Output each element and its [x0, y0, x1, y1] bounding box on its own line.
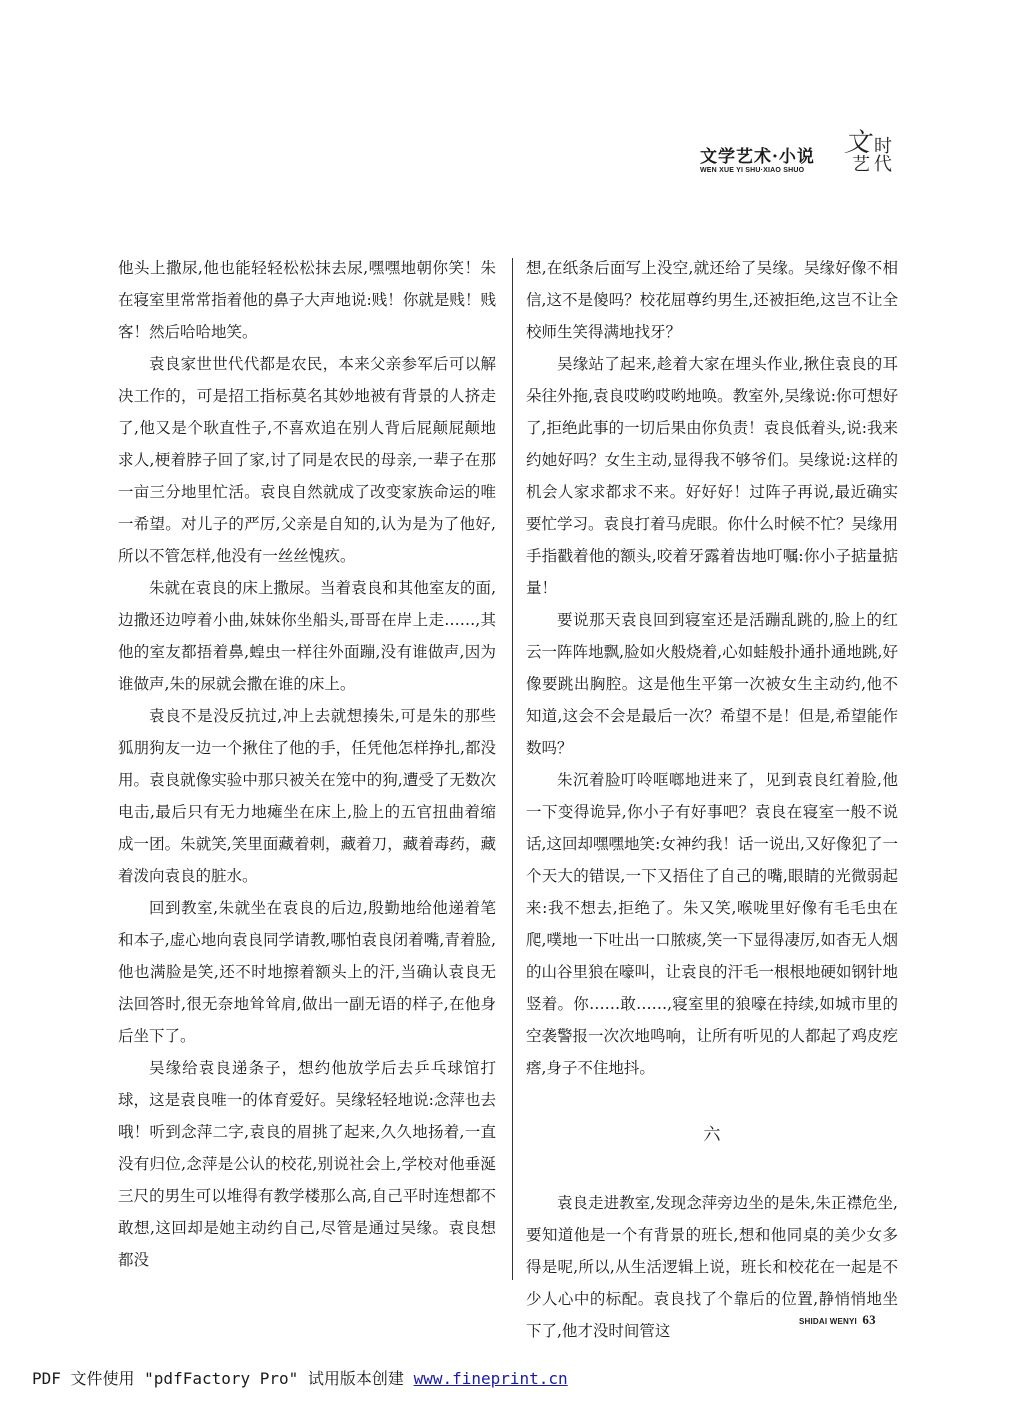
paragraph: 吴缘站了起来,趁着大家在埋头作业,揪住袁良的耳朵往外拖,袁良哎哟哎哟地唤。教室外,吴缘说:你可想好了,拒绝此事的一切后果由你负责！袁良低着头,说:我来约她好吗？女生主动,显得我不够爷们。吴缘说:这样的机会人家求都求不来。好好好！过阵子再说,最近确实要忙学习。袁良打着马虎眼。你什么时候不忙？吴缘用手指戳着他的额头,咬着牙露着齿地叮嘱:你小子掂量掂量！ — [526, 355, 899, 597]
logo-char-yi: 艺 — [852, 154, 870, 175]
paragraph: 袁良走进教室,发现念萍旁边坐的是朱,朱正襟危坐,要知道他是一个有背景的班长,想和他同桌的美少女多得是呢,所以,从生活逻辑上说，班长和校花在一起是不少人心中的标配。袁良找了个靠后的位置,静悄悄地坐下了,他才没时间管这 — [526, 1194, 898, 1340]
paragraph: 他头上撒尿,他也能轻轻松松抹去尿,嘿嘿地朝你笑！朱在寝室里常常指着他的鼻子大声地说:贱！你就是贱！贱客！然后哈哈地笑。 — [118, 259, 496, 341]
pdf-note-text: PDF 文件使用 "pdfFactory Pro" 试用版本创建 — [32, 1369, 414, 1388]
pdf-watermark-note — [32, 1366, 568, 1389]
paragraph: 朱沉着脸叮呤哐啷地进来了，见到袁良红着脸,他一下变得诡异,你小子有好事吧？袁良在寝室一般不说话,这回却嘿嘿地笑:女神约我！话一说出,又好像犯了一个天大的错误,一下又捂住了自己的嘴,眼睛的光微弱起来:我不想去,拒绝了。朱又笑,喉咙里好像有毛毛虫在爬,噗地一下吐出一口脓痰,笑一下显得凄厉,如杳无人烟的山谷里狼在嚎叫，让袁良的汗毛一根根地硬如钢针地竖着。你……敢……,寝室里的狼嚎在持续,如城市里的空袭警报一次次地鸣响，让所有听见的人都起了鸡皮疙瘩,身子不住地抖。 — [526, 771, 899, 1077]
section-number: 六 — [703, 1125, 721, 1145]
right-column — [526, 252, 898, 1347]
page-footer — [799, 1312, 876, 1328]
logo-char-wen: 文 — [844, 128, 871, 158]
paragraph: 袁良家世世代代都是农民，本来父亲参军后可以解决工作的，可是招工指标莫名其妙地被有背景的人挤走了,他又是个耿直性子,不喜欢追在别人背后屁颠屁颠地求人,梗着脖子回了家,讨了同是农民的母亲,一辈子在那一亩三分地里忙活。袁良自然就成了改变家族命运的唯一希望。对儿子的严厉,父亲是自知的,认为是为了他好,所以不管怎样,他没有一丝丝愧疚。 — [118, 355, 496, 565]
magazine-logo — [840, 128, 900, 175]
paragraph: 袁良不是没反抗过,冲上去就想揍朱,可是朱的那些狐朋狗友一边一个揪住了他的手，任凭他怎样挣扎,都没用。袁良就像实验中那只被关在笼中的狗,遭受了无数次电击,最后只有无力地瘫坐在床上,脸上的五官扭曲着缩成一团。朱就笑,笑里面藏着刺，藏着刀，藏着毒药，藏着泼向袁良的脏水。 — [118, 707, 496, 885]
column-divider — [512, 258, 513, 1280]
paragraph: 吴缘给袁良递条子，想约他放学后去乒乓球馆打球，这是袁良唯一的体育爱好。吴缘轻轻地说:念萍也去哦！听到念萍二字,袁良的眉挑了起来,久久地扬着,一直没有归位,念萍是公认的校花,别说社会上,学校对他垂涎三尺的男生可以堆得有教学楼那么高,自己平时连想都不敢想,这回却是她主动约自己,尽管是通过吴缘。袁良想都没 — [118, 1059, 496, 1269]
left-column — [118, 252, 496, 1276]
fineprint-link[interactable]: www.fineprint.cn — [413, 1369, 568, 1388]
section-subtitle: WEN XUE YI SHU·XIAO SHUO — [700, 167, 805, 174]
paragraph: 要说那天袁良回到寝室还是活蹦乱跳的,脸上的红云一阵阵地飘,脸如火般烧着,心如蛙般扑通扑通地跳,好像要跳出胸腔。这是他生平第一次被女生主动约,他不知道,这会不会是最后一次？希望不是！但是,希望能作数吗？ — [526, 611, 898, 757]
journal-name: SHIDAI WENYI — [799, 1317, 857, 1326]
paragraph: 朱就在袁良的床上撒尿。当着袁良和其他室友的面,边撒还边哼着小曲,妹妹你坐船头,哥哥在岸上走……,其他的室友都捂着鼻,蝗虫一样往外面蹦,没有谁做声,因为谁做声,朱的尿就会撒在谁的床上。 — [118, 579, 496, 693]
page-number: 63 — [862, 1312, 876, 1327]
paragraph: 想,在纸条后面写上没空,就还给了吴缘。吴缘好像不相信,这不是傻吗？校花屈尊约男生,还被拒绝,这岂不让全校师生笑得满地找牙？ — [526, 259, 898, 341]
logo-char-shi: 时 — [874, 136, 892, 157]
paragraph: 回到教室,朱就坐在袁良的后边,殷勤地给他递着笔和本子,虚心地向袁良同学请教,哪怕袁良闭着嘴,青着脸,他也满脸是笑,还不时地擦着额头上的汗,当确认袁良无法回答时,很无奈地耸耸肩,做出一副无语的样子,在他身后坐下了。 — [118, 899, 496, 1045]
section-title: 文学艺术·小说 — [700, 147, 815, 167]
logo-char-dai: 代 — [874, 154, 892, 175]
